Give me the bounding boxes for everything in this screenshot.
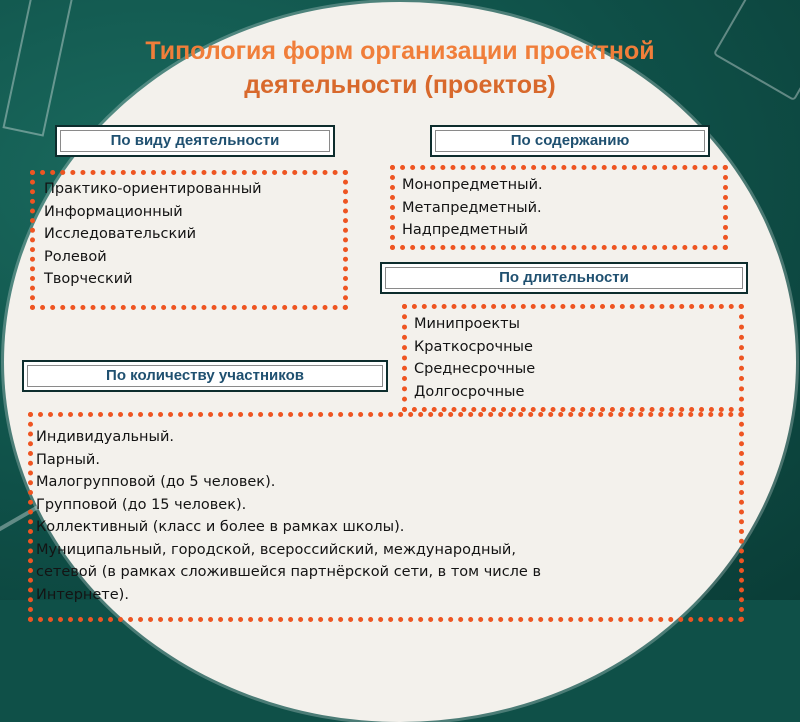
list-item: Малогрупповой (до 5 человек). bbox=[36, 474, 276, 490]
list-item: Исследовательский bbox=[44, 226, 197, 242]
slide-title bbox=[60, 34, 740, 102]
header-participants: По количеству участников bbox=[22, 360, 388, 392]
list-item: Парный. bbox=[36, 451, 100, 468]
duration-list bbox=[414, 313, 535, 403]
header-activity-type: По виду деятельности bbox=[55, 125, 335, 157]
list-item: Муниципальный, городской, всероссийский, международный, bbox=[36, 541, 516, 558]
list-item: Интернете). bbox=[36, 586, 129, 603]
list-item: Среднесрочные bbox=[414, 361, 536, 377]
header-duration: По длительности bbox=[380, 262, 748, 294]
list-item: Информационный bbox=[44, 203, 183, 220]
list-item: Коллективный (класс и более в рамках школы). bbox=[36, 519, 405, 535]
list-item: Практико-ориентированный bbox=[44, 181, 262, 197]
list-item: сетевой (в рамках сложившейся партнёрской сети, в том числе в bbox=[36, 564, 542, 580]
list-item: Минипроекты bbox=[414, 316, 520, 332]
activity-type-list bbox=[44, 178, 262, 291]
content-type-list bbox=[402, 174, 543, 242]
list-item: Долгосрочные bbox=[414, 383, 525, 400]
list-item: Монопредметный. bbox=[402, 177, 543, 193]
list-item: Творческий bbox=[44, 271, 133, 287]
slide-title-line-2: деятельности (проектов) bbox=[244, 71, 556, 99]
participants-list bbox=[36, 426, 541, 606]
list-item: Ролевой bbox=[44, 248, 107, 265]
list-item: Метапредметный. bbox=[402, 199, 542, 216]
slide-title-line-1: Типология форм организации проектной bbox=[145, 37, 655, 65]
list-item: Краткосрочные bbox=[414, 338, 533, 355]
list-item: Групповой (до 15 человек). bbox=[36, 496, 247, 513]
list-item: Надпредметный bbox=[402, 222, 529, 238]
header-content-type: По содержанию bbox=[430, 125, 710, 157]
list-item: Индивидуальный. bbox=[36, 429, 175, 445]
